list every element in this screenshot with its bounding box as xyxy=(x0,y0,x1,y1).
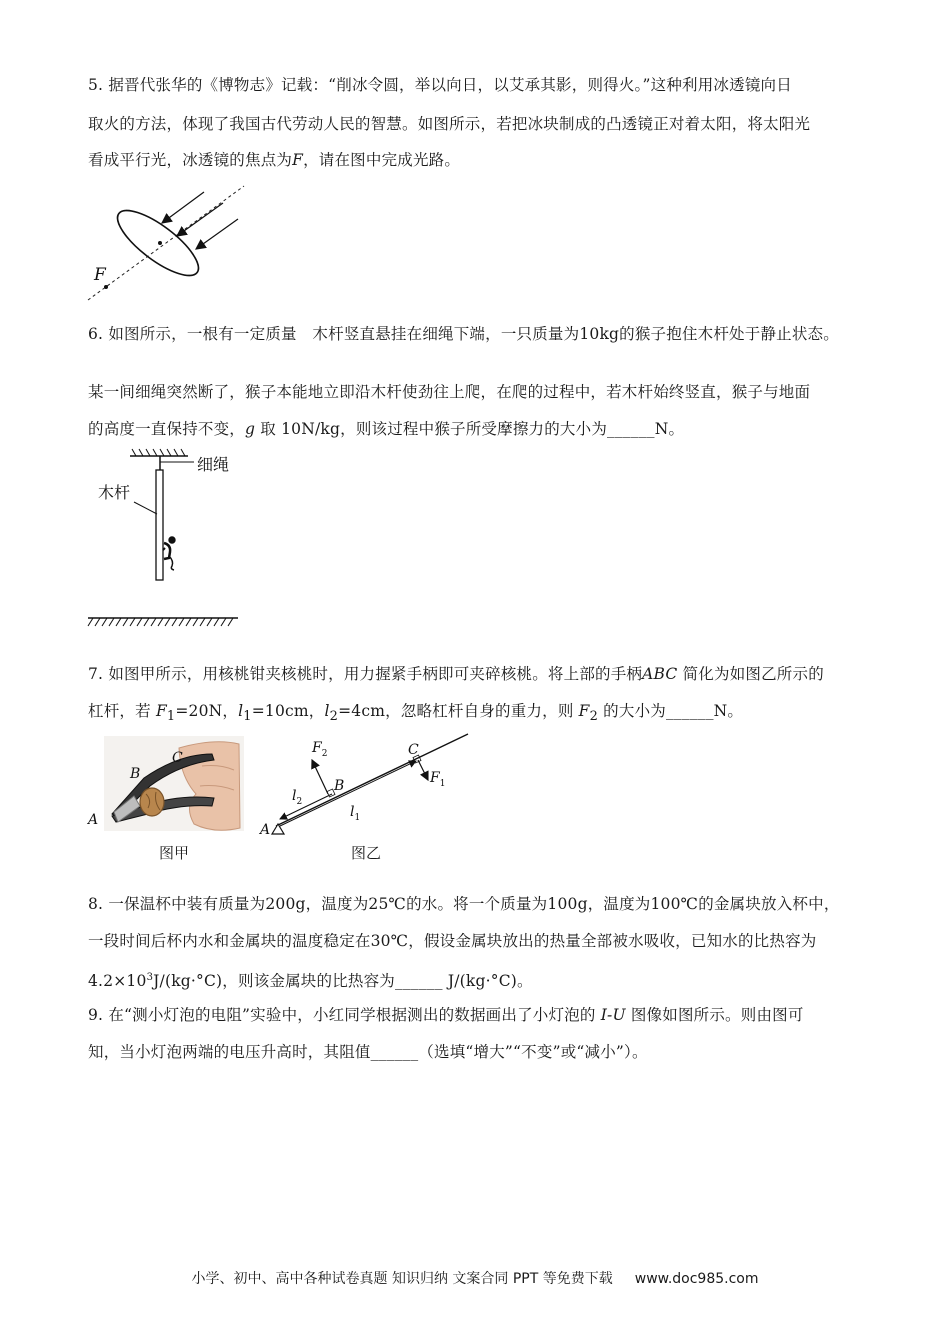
q6-line-2: 某一间细绳突然断了，猴子本能地立即沿木杆使劲往上爬，在爬的过程中，若木杆始终竖直，猴子与地面 xyxy=(88,383,811,401)
focus-label: F xyxy=(94,265,106,285)
q8-line-2: 一段时间后杯内水和金属块的温度稳定在30℃，假设金属块放出的热量全部被水吸收，已知水的比热容为 xyxy=(88,932,817,950)
q7-line-1: 7. 如图甲所示，用核桃钳夹核桃时，用力握紧手柄即可夹碎核桃。将上部的手柄ABC 简化为如图乙所示的 xyxy=(88,665,824,683)
diagram-label-c: C xyxy=(408,742,419,758)
rod-label: 木杆 xyxy=(98,483,131,502)
f1-arrow xyxy=(418,760,428,780)
q6-line-1: 6. 如图所示，一根有一定质量 木杆竖直悬挂在细绳下端，一只质量为10kg的猴子抱住木杆处于静止状态。 xyxy=(88,325,839,343)
diagram-label-l1: $l_1$ xyxy=(350,804,361,823)
lens-center xyxy=(158,241,162,245)
monkey-rod-figure xyxy=(84,446,254,631)
photo-label-a: A xyxy=(88,812,99,828)
light-ray-2 xyxy=(177,203,223,236)
f2-arrow xyxy=(312,760,328,794)
diagram-label-b: B xyxy=(334,778,345,794)
light-ray-3 xyxy=(196,219,238,249)
q9-line-2: 知，当小灯泡两端的电压升高时，其阻值______（选填“增大”“不变”或“减小”）。 xyxy=(88,1043,648,1061)
q8-line-3: $4.2\times 10^3J/(kg\cdot^\circ C)$，则该金属块的比热容为______ J/(kg·°C)。 xyxy=(88,972,533,991)
convex-lens-figure xyxy=(84,180,254,305)
q5-line-2: 取火的方法，体现了我国古代劳动人民的智慧。如图所示，若把冰块制成的凸透镜正对着太阳，将太阳光 xyxy=(88,115,811,133)
ceiling xyxy=(130,449,188,456)
q7-line-2: 杠杆，若 $F_1=20N$，$l_1=10cm$，$l_2=4cm$，忽略杠杆自身的重力，则 $F_2$ 的大小为______N。 xyxy=(88,702,744,725)
caption-jia: 图甲 xyxy=(159,844,190,862)
caption-yi: 图乙 xyxy=(351,844,382,862)
photo-label-c: C xyxy=(172,750,183,766)
nutcracker-photo xyxy=(84,736,244,836)
diagram-label-f1: $F_1$ xyxy=(430,770,446,789)
q5-line-3: 看成平行光，冰透镜的焦点为F，请在图中完成光路。 xyxy=(88,151,461,169)
monkey xyxy=(163,537,175,570)
lever-diagram xyxy=(256,730,476,840)
photo-label-b: B xyxy=(130,766,141,782)
q8-line-1: 8. 一保温杯中装有质量为200g，温度为25℃的水。将一个质量为100g，温度为100℃的金属块放入杯中， xyxy=(88,895,840,913)
wooden-rod xyxy=(156,470,163,580)
walnut xyxy=(140,788,164,816)
diagram-label-l2: $l_2$ xyxy=(292,788,303,807)
footer-url[interactable]: www.doc985.com xyxy=(634,1271,759,1287)
q5-line-1: 5. 据晋代张华的《博物志》记载：“削冰令圆，举以向日，以艾承其影，则得火。”这种利用冰透镜向日 xyxy=(88,76,792,94)
l2-dimension xyxy=(280,794,332,819)
rope-label: 细绳 xyxy=(197,455,230,474)
footer-text: 小学、初中、高中各种试卷真题 知识归纳 文案合同 PPT 等免费下载 xyxy=(191,1271,613,1287)
q9-line-1: 9. 在“测小灯泡的电阻”实验中，小红同学根据测出的数据画出了小灯泡的 I-U 图像如图所示。则由图可 xyxy=(88,1006,804,1024)
principal-axis xyxy=(88,186,244,300)
page-footer xyxy=(0,1268,950,1288)
rod-pointer xyxy=(134,502,157,514)
diagram-label-f2: $F_2$ xyxy=(312,740,328,759)
light-ray-1 xyxy=(162,192,204,223)
diagram-label-a: A xyxy=(260,822,271,838)
q6-line-3: 的高度一直保持不变，g 取 10N/kg，则该过程中猴子所受摩擦力的大小为______N。 xyxy=(88,420,685,438)
ground xyxy=(88,618,238,626)
focus-point xyxy=(104,285,108,289)
